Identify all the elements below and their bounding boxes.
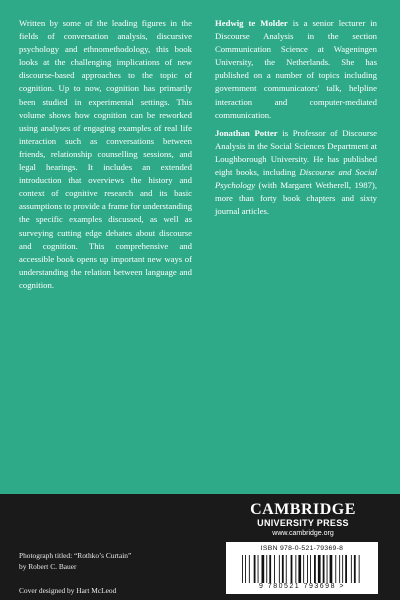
author-name-potter: Jonathan Potter — [215, 127, 278, 138]
barcode-digits: 9 780521 793698 > — [258, 583, 346, 590]
bio-te-molder — [215, 17, 377, 122]
photo-credit-line-1: Photograph titled: “Rothko’s Curtain” — [19, 551, 132, 560]
bio-potter — [215, 127, 377, 219]
publisher-name: CAMBRIDGE — [250, 501, 356, 518]
footer-band — [0, 494, 400, 600]
publisher-press: UNIVERSITY PRESS — [257, 518, 349, 528]
blurb-text: Written by some of the leading figures in the fields of conversation analysis, discursive psychology and ethnomethodology, this book looks at the challenging implications of new discourse-based approaches to the topic of cognition. Up to now, cognition has primarily been studied in experimental settings. This volume shows how cognition can be reworked using analyses of engaging examples of real life interaction such as conversations between friends, relationship counselling sessions, and legal hearings. It includes an extended introduction that overviews the history and context of cognitive research and its basic assumptions to provide a frame for understanding the specific examples discussed, as well as surveying cutting edge debates about discourse and cognition. This comprehensive and accessible book opens up important new ways of understanding the relation between language and cognition. — [19, 18, 192, 290]
author-name-te-molder: Hedwig te Molder — [215, 18, 288, 28]
publisher-logo — [228, 502, 378, 539]
publisher-url: www.cambridge.org — [272, 530, 334, 537]
bio-potter-text-a: is Professor of Discourse Analysis in the Social Sciences Department at Loughborough University. He has published eight books, including — [215, 127, 377, 178]
book-blurb — [19, 17, 192, 292]
bio-potter-text-b: (with Margaret Wetherell, 1987), more than forty book chapters and sixty journal articles. — [215, 180, 377, 217]
photo-credit-line-2: by Robert C. Bauer — [19, 562, 77, 571]
author-bios — [215, 17, 377, 223]
photo-credit — [19, 550, 131, 572]
barcode-icon — [240, 555, 364, 583]
isbn-label: ISBN 978-0-521-79369-8 — [260, 545, 344, 552]
cover-design-credit: Cover designed by Hart McLeod — [19, 586, 117, 595]
book-title-discourse-social-psychology: Discourse and Social Psychology — [215, 167, 377, 191]
bio-te-molder-text: is a senior lecturer in Discourse Analysis in the section Communication Science at Wageningen University, the Netherlands. She has published on a number of topics including government communicators' talk, helpline interaction and computer-mediated communication. — [215, 18, 377, 120]
barcode-box — [226, 542, 378, 594]
